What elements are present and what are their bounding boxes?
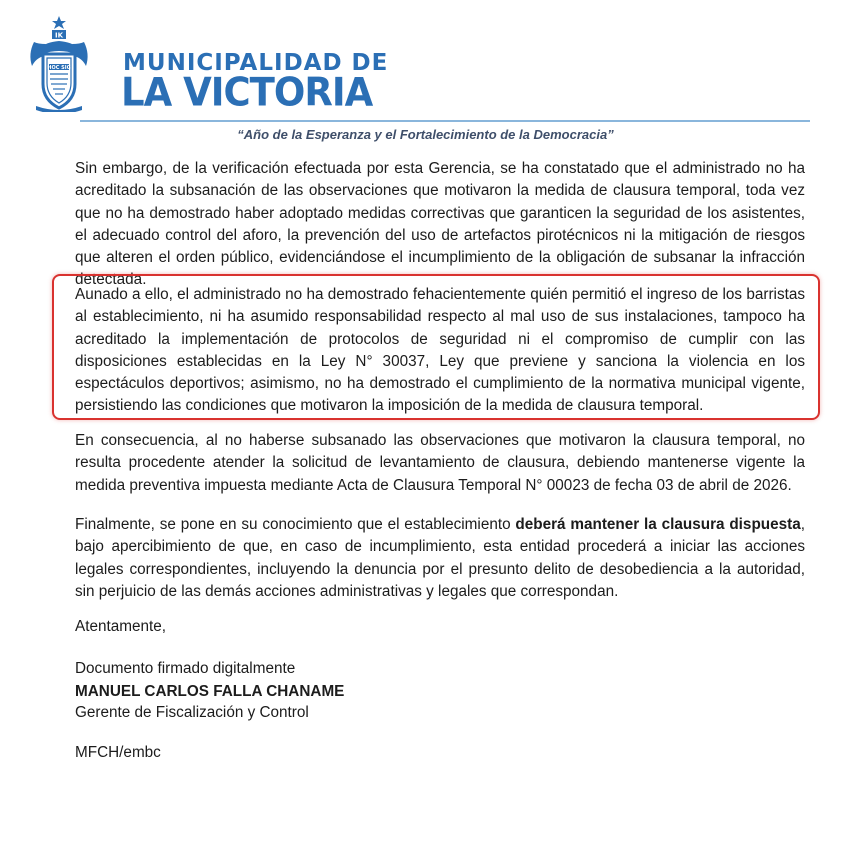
paragraph-highlighted: Aunado a ello, el administrado no ha demostrado fehacientemente quién permitió el ingreso de los barristas al establecimiento, ni ha asumido responsabilidad respecto al mal uso de sus instalaciones, tampoco ha acreditado la implementación de protocolos de seguridad ni el compromiso de cumplir con las disposiciones establecidas en la Ley N° 30037, Ley que previene y sanciona la violencia en los espectáculos deportivos; asimismo, no ha demostrado el cumplimiento de la normativa municipal vigente, persistiendo las condiciones que motivaron la imposición de la medida de clausura temporal. — [75, 286, 805, 415]
final-notice-text-start: Finalmente, se pone en su conocimiento que el establecimiento — [75, 516, 516, 533]
final-notice-text-end: , bajo apercibimiento de que, en caso de incumplimiento, esta entidad procederá a iniciar las acciones legales correspondientes, incluyendo la denuncia por el presunto delito de desobediencia a la autoridad, sin perjuicio de las demás acciones administrativas y legales que correspondan. — [75, 516, 805, 600]
paragraph-consequence: En consecuencia, al no haberse subsanado las observaciones que motivaron la clausura temporal, no resulta procedente atender la solicitud de levantamiento de clausura, debiendo mantenerse vigente la medida preventiva impuesta mediante Acta de Clausura Temporal N° 00023 de fecha 03 de abril de 2026. — [75, 432, 805, 494]
signer-role: Gerente de Fiscalización y Control — [75, 704, 309, 721]
digital-signature-note: Documento firmado digitalmente — [75, 660, 296, 677]
header-divider — [80, 120, 810, 122]
signer-name: MANUEL CARLOS FALLA CHANAME — [75, 683, 345, 700]
final-notice-emphasis: deberá mantener la clausura dispuesta — [515, 516, 801, 533]
reference-initials: MFCH/embc — [75, 744, 161, 761]
year-motto: “Año de la Esperanza y el Fortalecimiento de la Democracia” — [237, 127, 614, 142]
crest-motto-text: HOC SIG — [47, 65, 71, 71]
crest-top-text: IK — [54, 31, 64, 40]
closing-salutation: Atentamente, — [75, 618, 166, 635]
paragraph-verification: Sin embargo, de la verificación efectuada por esta Gerencia, se ha constatado que el administrado no ha acreditado la subsanación de las observaciones que motivaron la medida de clausura temporal, toda vez que no ha demostrado haber adoptado medidas correctivas que garanticen la seguridad de los asistentes, el adecuado control del aforo, la prevención del uso de artefactos pirotécnicos ni la mitigación de riesgos que alteren el orden público, evidenciándose el incumplimiento de la obligación de subsanar la infracción detectada. — [75, 160, 805, 289]
logo-title-line2: LA VICTORIA — [121, 70, 373, 116]
logo-title-line1: MUNICIPALIDAD DE — [123, 50, 389, 76]
letterhead — [24, 14, 389, 116]
paragraph-final-notice — [75, 514, 805, 603]
municipal-crest-icon — [26, 14, 92, 112]
